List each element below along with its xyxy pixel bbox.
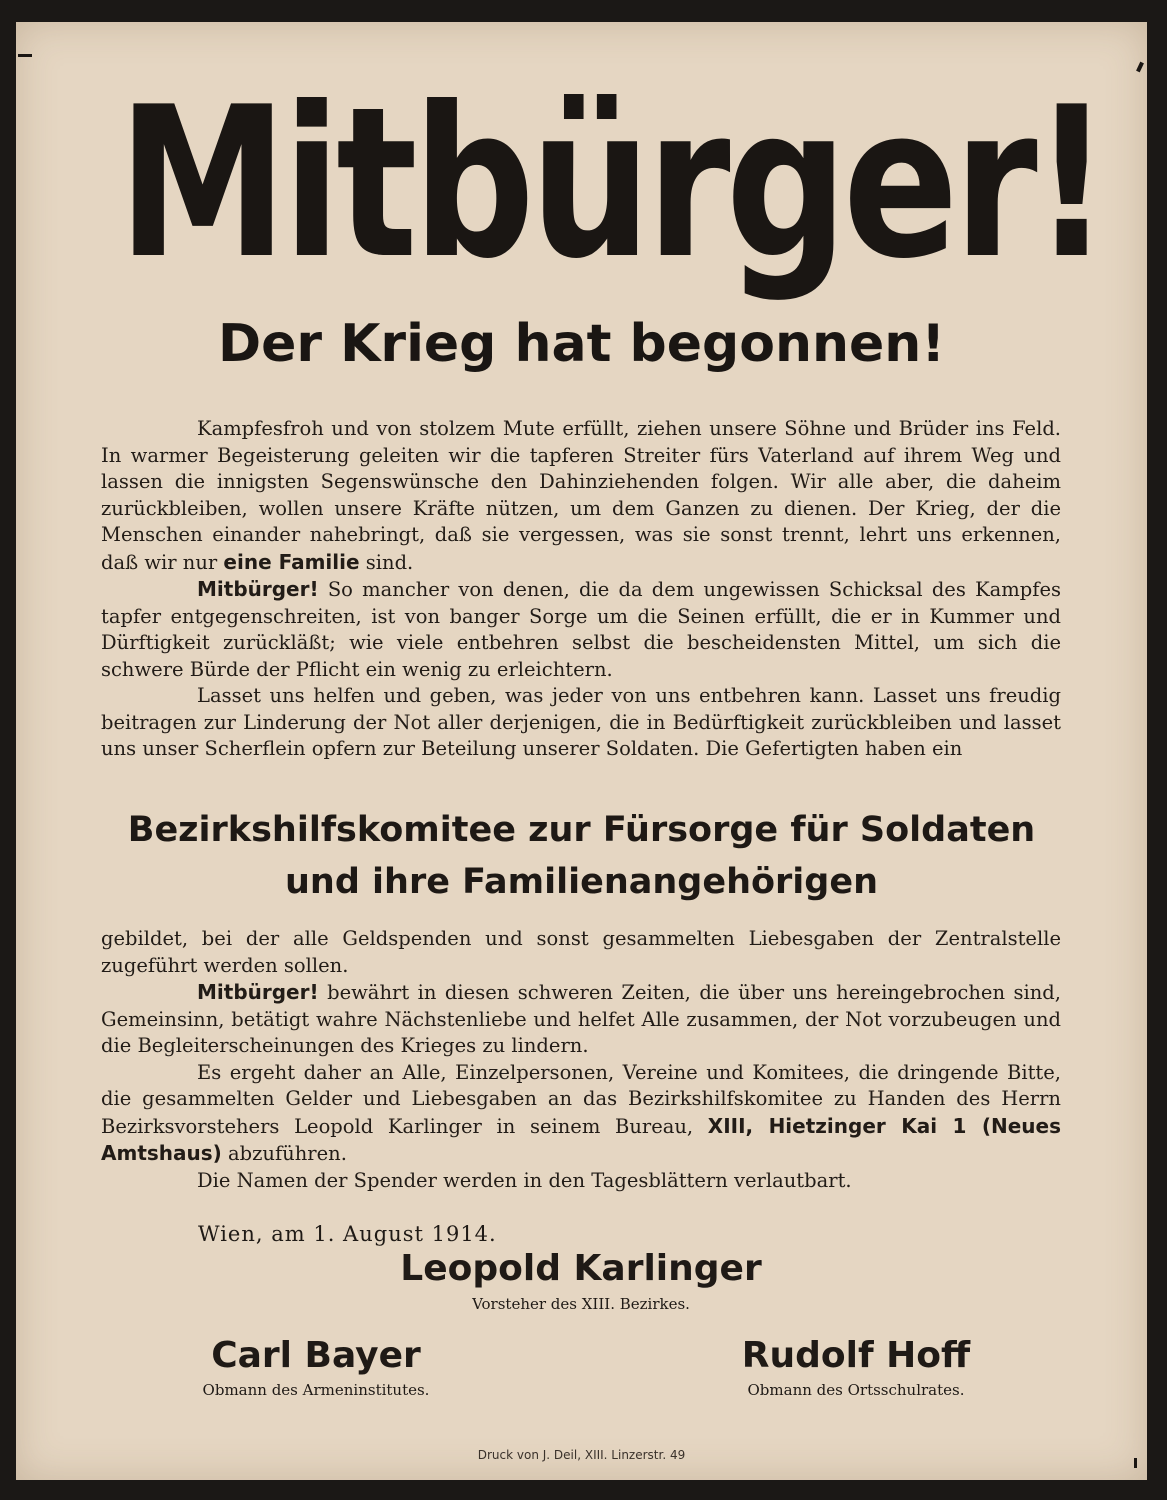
poster-title: Mitbürger! — [117, 63, 1106, 305]
paragraph-6-tail: abzuführen. — [221, 1142, 347, 1165]
paragraph-1-emphasis: eine Familie — [223, 549, 360, 574]
paragraph-2-emphasis: Mitbürger! — [197, 577, 319, 601]
committee-heading — [16, 804, 1147, 908]
paragraph-4: gebildet, bei der alle Geldspenden und sonst gesammelten Liebesgaben der Zentralstelle zugeführt werden sollen. — [101, 927, 1061, 977]
paragraph-3: Lasset uns helfen und geben, was jeder von uns entbehren kann. Lasset uns freudig beitragen zur Linderung der Not aller derjenigen, die in Bedürftigkeit zurückbleiben und lasset uns unser Scherflein opfern zur Beteilung unserer Soldaten. Die Gefertigten haben ein — [101, 684, 1061, 760]
signatory-left-name: Carl Bayer — [211, 1335, 421, 1376]
paragraph-5-emphasis: Mitbürger! — [197, 980, 319, 1004]
signatory-left-role: Obmann des Armeninstitutes. — [202, 1381, 430, 1399]
signatory-main-role: Vorsteher des XIII. Bezirkes. — [472, 1295, 690, 1313]
signatory-main-name: Leopold Karlinger — [400, 1248, 762, 1289]
corner-mark-right — [1136, 62, 1144, 73]
paragraph-6-text: Es ergeht daher an Alle, Einzelpersonen, Vereine und Komitees, die dringende Bitte, die gesammelten Gelder und Liebesgaben an das Bezirkshilfskomitee zu Handen des Herrn Bezirksvorstehers Leopold Karlinger in seinem Bureau, — [101, 1060, 1061, 1138]
paragraph-7: Die Namen der Spender werden in den Tagesblättern verlautbart. — [197, 1168, 852, 1192]
signatory-right-name: Rudolf Hoff — [741, 1335, 971, 1376]
committee-heading-line-1: Bezirkshilfskomitee zur Fürsorge für Soldaten — [127, 810, 1036, 850]
poster-subtitle: Der Krieg hat begonnen! — [217, 314, 946, 374]
paragraph-2 — [101, 576, 1061, 683]
paragraph-2-text: So mancher von denen, die da dem ungewissen Schicksal des Kampfes tapfer entgegenschreiten, ist von banger Sorge um die Seinen erfüllt, die er in Kummer und Dürftigkeit zurückläßt; wie viele entbehren selbst die bescheidensten Mittel, um sich die schwere Bürde der Pflicht ein wenig zu erleichtern. — [101, 578, 1061, 681]
body-text-upper — [101, 416, 1061, 763]
paragraph-1-tail: sind. — [359, 550, 414, 574]
date-line: Wien, am 1. August 1914. — [198, 1222, 497, 1246]
paragraph-6 — [101, 1060, 1061, 1168]
paragraph-1-text: Kampfesfroh und von stolzem Mute erfüllt, ziehen unsere Söhne und Brüder ins Feld. In warmer Begeisterung geleiten wir die tapferen Streiter fürs Vaterland auf ihrem Weg und lassen die innigsten Segenswünsche den Dahinziehenden folgen. Wir alle aber, die daheim zurückbleiben, wollen unsere Kräfte nützen, um dem Ganzen zu dienen. Der Krieg, der die Menschen einander nahebringt, daß sie vergessen, was sie sonst trennt, lehrt uns erkennen, daß wir nur — [101, 417, 1061, 574]
paragraph-5-text: bewährt in diesen schweren Zeiten, die über uns hereingebrochen sind, Gemeinsinn, betätigt wahre Nächstenliebe und helfet Alle zusammen, der Not vorzubeugen und die Begleiterscheinungen des Krieges zu lindern. — [101, 981, 1061, 1057]
paragraph-1 — [101, 416, 1061, 576]
committee-heading-line-2: und ihre Familienangehörigen — [284, 862, 879, 902]
signatory-right-role: Obmann des Ortsschulrates. — [747, 1381, 965, 1399]
body-text-lower — [101, 926, 1061, 1194]
paragraph-6-address: XIII, Hietzinger Kai 1 (Neues Amtshaus) — [101, 1113, 1061, 1165]
corner-mark-left — [18, 54, 32, 57]
printer-imprint: Druck von J. Deil, XIII. Linzerstr. 49 — [477, 1448, 686, 1462]
paragraph-5 — [101, 979, 1061, 1060]
poster-sheet — [16, 22, 1147, 1480]
